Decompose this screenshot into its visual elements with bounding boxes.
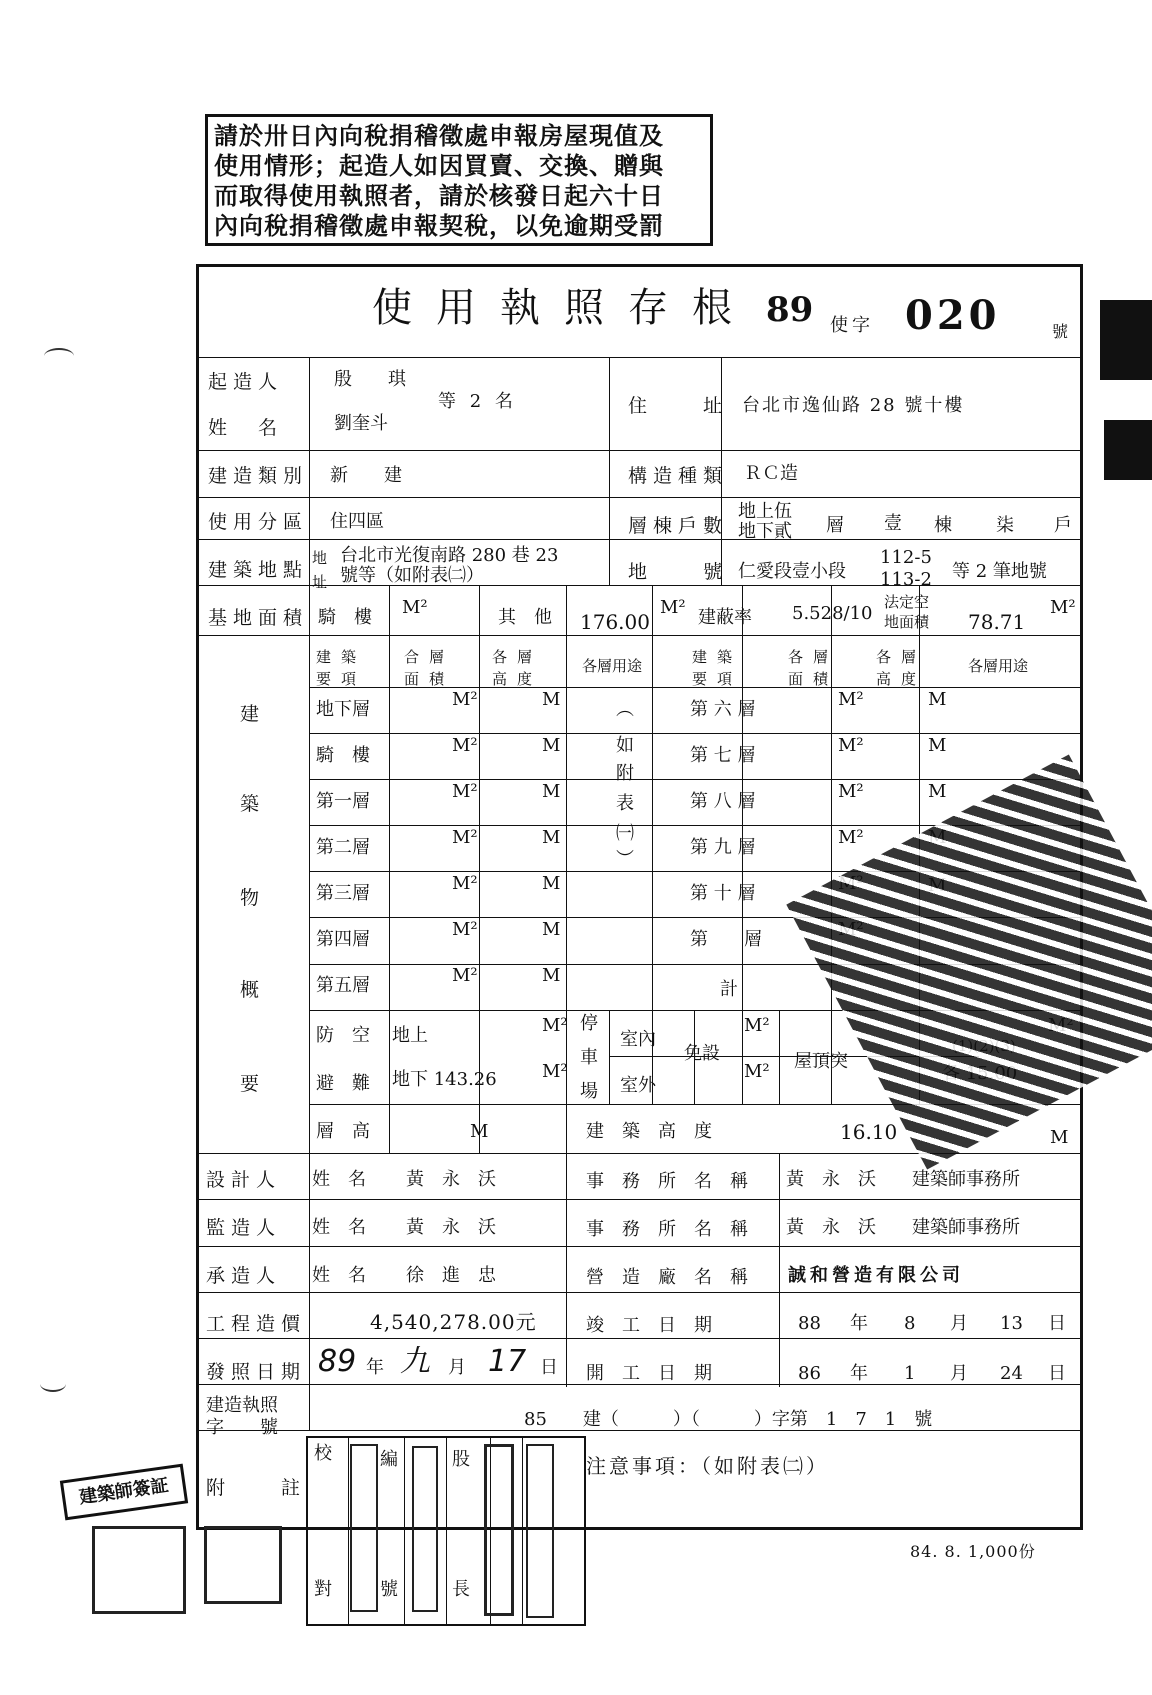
build-type-value: 新 建 <box>330 465 402 486</box>
shelter-above: 地上 <box>392 1025 428 1046</box>
chief-seal <box>484 1444 514 1616</box>
name-label: 姓 名 <box>312 1169 366 1190</box>
notice-line: 內向稅捐稽徵處申報契稅，以免逾期受罰 <box>214 212 664 240</box>
tax-notice-box <box>205 114 713 246</box>
unit-m2: M² <box>452 689 478 710</box>
unit-m: M <box>928 689 947 710</box>
edge-stamp <box>1100 300 1152 380</box>
permit-label: 建造執照 <box>206 1395 278 1416</box>
summary-label: 築 <box>240 793 266 815</box>
col-height: 各層高度 <box>492 648 543 688</box>
applicant-label: 起造人 <box>208 371 284 393</box>
punch-mark <box>44 348 74 364</box>
check-label: 對 <box>314 1579 332 1600</box>
unit-m: M <box>470 1121 489 1142</box>
remarks-label: 附 註 <box>206 1477 307 1499</box>
issue-label: 發照日期 <box>206 1361 307 1383</box>
supervisor-office: 黃 永 沃 建築師事務所 <box>786 1217 1020 1238</box>
parking-label: 場 <box>580 1081 598 1102</box>
unit-m: M <box>928 781 947 802</box>
building-height-value: 16.10 <box>840 1120 898 1144</box>
complete-day: 13 <box>1000 1313 1023 1334</box>
floor-row-label: 第 十 層 <box>690 883 756 904</box>
complete-year: 88 <box>798 1313 821 1334</box>
floor-row-label: 第三層 <box>316 883 370 904</box>
site-address: 號等（如附表㈡） <box>340 565 484 586</box>
open-space-label: 地面積 <box>884 613 930 631</box>
architect-seal: 建築師簽証 <box>60 1464 188 1521</box>
architect-seal-square <box>204 1526 282 1604</box>
unit-m2: M² <box>452 919 478 940</box>
unit-m2: M² <box>838 827 864 848</box>
edge-stamp <box>1104 420 1152 480</box>
summary-label: 要 <box>240 1073 266 1095</box>
coverage-label: 建蔽率 <box>698 607 752 628</box>
col-use: 各層用途 <box>582 657 643 675</box>
floor-row-label: 第 七 層 <box>690 745 756 766</box>
check-label: 長 <box>452 1579 470 1600</box>
complete-month: 8 <box>904 1313 916 1334</box>
contractor-company: 誠和營造有限公司 <box>788 1265 964 1286</box>
architect-seal-square <box>92 1526 186 1614</box>
floor-row-label: 第 八 層 <box>690 791 756 812</box>
start-day: 24 <box>1000 1363 1023 1384</box>
unit-m2: M² <box>452 735 478 756</box>
coverage-value: 5.528/10 <box>792 603 873 624</box>
buildings-value: 壹 <box>884 513 902 534</box>
households-value: 柒 <box>996 515 1014 536</box>
issue-day: 17 <box>488 1344 527 1379</box>
lot-suffix: 等 2 筆地號 <box>952 561 1047 582</box>
unit-m2: M² <box>744 1061 770 1082</box>
punch-mark <box>40 1376 66 1392</box>
applicant-name: 劉奎斗 <box>334 413 388 434</box>
arcade-label: 騎 樓 <box>318 607 372 628</box>
reviewer-seal <box>350 1444 378 1612</box>
summary-label: 物 <box>240 887 266 909</box>
form-title: 使用執照存根 <box>372 285 756 331</box>
start-label: 開 工 日 期 <box>586 1363 712 1384</box>
month-unit: 月 <box>950 1363 968 1384</box>
permit-year: 89 <box>766 290 814 330</box>
shelter-label: 避 難 <box>316 1073 370 1094</box>
supervisor-label: 監造人 <box>206 1217 282 1239</box>
structure-label: 構造種類 <box>628 465 729 487</box>
lot-label: 地 號 <box>628 561 729 583</box>
floor-row-label: 第一層 <box>316 791 370 812</box>
address-label: 住 址 <box>628 395 729 417</box>
unit-m: M <box>1050 1127 1069 1148</box>
zone-label: 使用分區 <box>208 511 309 533</box>
notice-line: 而取得使用執照者，請於核發日起六十日 <box>214 182 664 210</box>
complete-label: 竣 工 日 期 <box>586 1315 712 1336</box>
address-value: 台北市逸仙路 28 號十樓 <box>742 395 965 416</box>
approval-seal <box>526 1444 554 1618</box>
use-note: 如 <box>616 735 634 756</box>
use-note: ︵ <box>616 699 634 720</box>
check-label: 編 <box>380 1449 398 1470</box>
unit-m2: M² <box>838 689 864 710</box>
cost-label: 工程造價 <box>206 1313 307 1335</box>
year-unit: 年 <box>366 1357 384 1378</box>
floors-above: 地上伍 <box>738 501 792 522</box>
unit-m2: M² <box>838 735 864 756</box>
col-height-2: 各層高度 <box>876 648 927 688</box>
applicant-name-label: 姓 名 <box>208 417 284 439</box>
parking-label: 車 <box>580 1047 598 1068</box>
unit-m: M <box>542 827 561 848</box>
unit-m: M <box>928 735 947 756</box>
open-space-label: 法定空 <box>884 593 930 611</box>
parking-label: 停 <box>580 1013 598 1034</box>
unit-m: M <box>542 735 561 756</box>
col-item-2: 建築要項 <box>692 648 743 688</box>
day-unit: 日 <box>540 1357 558 1378</box>
floor-row-label: 騎 樓 <box>316 745 370 766</box>
check-label: 股 <box>452 1449 470 1470</box>
unit-m: M <box>542 689 561 710</box>
unit-m2: M² <box>542 1061 568 1082</box>
designer-office: 黃 永 沃 建築師事務所 <box>786 1169 1020 1190</box>
contractor-label: 承造人 <box>206 1265 282 1287</box>
buildings-unit: 棟 <box>934 515 952 536</box>
use-note: 表 <box>616 793 634 814</box>
floor-row-label: 第 層 <box>690 929 762 950</box>
unit-m2: M² <box>452 965 478 986</box>
applicant-etc: 等 2 名 <box>438 391 517 412</box>
floors-below: 地下貳 <box>738 521 792 542</box>
permit-label: 字 號 <box>206 1417 278 1438</box>
designer-label: 設計人 <box>206 1169 282 1191</box>
use-note: ︶ <box>616 849 634 870</box>
unit-m2: M² <box>452 781 478 802</box>
floor-row-label: 第 九 層 <box>690 837 756 858</box>
company-label: 營 造 廠 名 稱 <box>586 1267 748 1288</box>
cost-value: 4,540,278.00元 <box>370 1310 537 1334</box>
structure-value: ＲＣ造 <box>744 463 798 484</box>
summary-label: 建 <box>240 703 266 725</box>
issue-year: 89 <box>318 1344 357 1379</box>
building-height-label: 建 築 高 度 <box>586 1121 712 1142</box>
name-label: 姓 名 <box>312 1217 366 1238</box>
permit-value: 85 建（ ）（ ）字第 1 7 1 號 <box>524 1409 933 1430</box>
unit-m2: M² <box>452 827 478 848</box>
summary-label: 概 <box>240 979 266 1001</box>
start-year: 86 <box>798 1363 821 1384</box>
month-unit: 月 <box>950 1313 968 1334</box>
parking-value: 免設 <box>684 1043 720 1064</box>
total-label: 計 <box>720 979 738 1000</box>
issue-month: 九 <box>400 1344 430 1379</box>
unit-m2: M² <box>402 597 428 618</box>
roof-label: 屋頂突 <box>794 1051 848 1072</box>
lot-section: 仁愛段壹小段 <box>738 561 846 582</box>
site-label: 建築地點 <box>208 559 309 581</box>
floor-row-label: 第五層 <box>316 975 370 996</box>
check-label: 號 <box>380 1579 398 1600</box>
unit-m: M <box>542 965 561 986</box>
supervisor-name: 黃 永 沃 <box>406 1217 496 1238</box>
lot-number: 112-5 <box>880 547 932 568</box>
floors-unit: 層 <box>826 515 844 536</box>
year-unit: 年 <box>850 1363 868 1384</box>
office-label: 事 務 所 名 稱 <box>586 1171 748 1192</box>
zone-value: 住四區 <box>330 511 384 532</box>
other-value: 176.00 <box>580 610 650 634</box>
unit-m2: M² <box>452 873 478 894</box>
day-unit: 日 <box>1048 1313 1066 1334</box>
hao-label: 號 <box>1052 322 1069 341</box>
indoor-label: 室內 <box>620 1029 656 1050</box>
floor-height-label: 層 高 <box>316 1121 370 1142</box>
unit-m: M <box>542 919 561 940</box>
floor-row-label: 地下層 <box>316 699 370 720</box>
unit-m2: M² <box>660 597 686 618</box>
name-label: 姓 名 <box>312 1265 366 1286</box>
office-label: 事 務 所 名 稱 <box>586 1219 748 1240</box>
shelter-below: 地下 143.26 <box>392 1069 497 1090</box>
col-area: 合層面積 <box>404 648 455 688</box>
contractor-name: 徐 進 忠 <box>406 1265 496 1286</box>
shelter-label: 防 空 <box>316 1025 370 1046</box>
use-note: ㈠ <box>616 823 634 844</box>
month-unit: 月 <box>448 1357 466 1378</box>
lot-number: 113-2 <box>880 569 932 590</box>
col-item: 建築要項 <box>316 648 367 688</box>
outdoor-label: 室外 <box>620 1075 656 1096</box>
households-unit: 戶 <box>1054 515 1072 536</box>
site-address: 台北市光復南路 280 巷 23 <box>340 545 559 566</box>
day-unit: 日 <box>1048 1363 1066 1384</box>
check-label: 校 <box>314 1443 332 1464</box>
col-area-2: 各層面積 <box>788 648 839 688</box>
floor-row-label: 第四層 <box>316 929 370 950</box>
unit-m: M <box>542 873 561 894</box>
base-area-label: 基地面積 <box>208 607 309 629</box>
applicant-name: 殷 琪 <box>334 369 406 390</box>
floor-row-label: 第二層 <box>316 837 370 858</box>
floor-row-label: 第 六 層 <box>690 699 756 720</box>
site-prefix: 址 <box>312 573 328 591</box>
unit-m2: M² <box>838 781 864 802</box>
col-use-2: 各層用途 <box>968 657 1029 675</box>
designer-name: 黃 永 沃 <box>406 1169 496 1190</box>
notice-line: 請於卅日內向稅捐稽徵處申報房屋現值及 <box>214 122 664 150</box>
floors-label: 層棟戶數 <box>628 515 729 537</box>
unit-m2: M² <box>1050 597 1076 618</box>
use-note: 附 <box>616 763 634 784</box>
build-type-label: 建造類別 <box>208 465 309 487</box>
unit-m: M <box>542 781 561 802</box>
notice-line: 使用情形；起造人如因買賣、交換、贈與 <box>214 152 664 180</box>
start-month: 1 <box>904 1363 916 1384</box>
unit-m2: M² <box>542 1015 568 1036</box>
remarks-value: 注意事項：（如附表㈡） <box>586 1454 829 1478</box>
reviewer-seal <box>412 1446 438 1612</box>
year-unit: 年 <box>850 1313 868 1334</box>
unit-m2: M² <box>744 1015 770 1036</box>
open-space-value: 78.71 <box>968 610 1026 634</box>
print-note: 84. 8. 1,000份 <box>910 1542 1036 1561</box>
site-prefix: 地 <box>312 549 328 567</box>
permit-serial: 020 <box>905 292 1001 339</box>
permit-word: 使字 <box>830 315 874 336</box>
other-label: 其 他 <box>498 607 552 628</box>
